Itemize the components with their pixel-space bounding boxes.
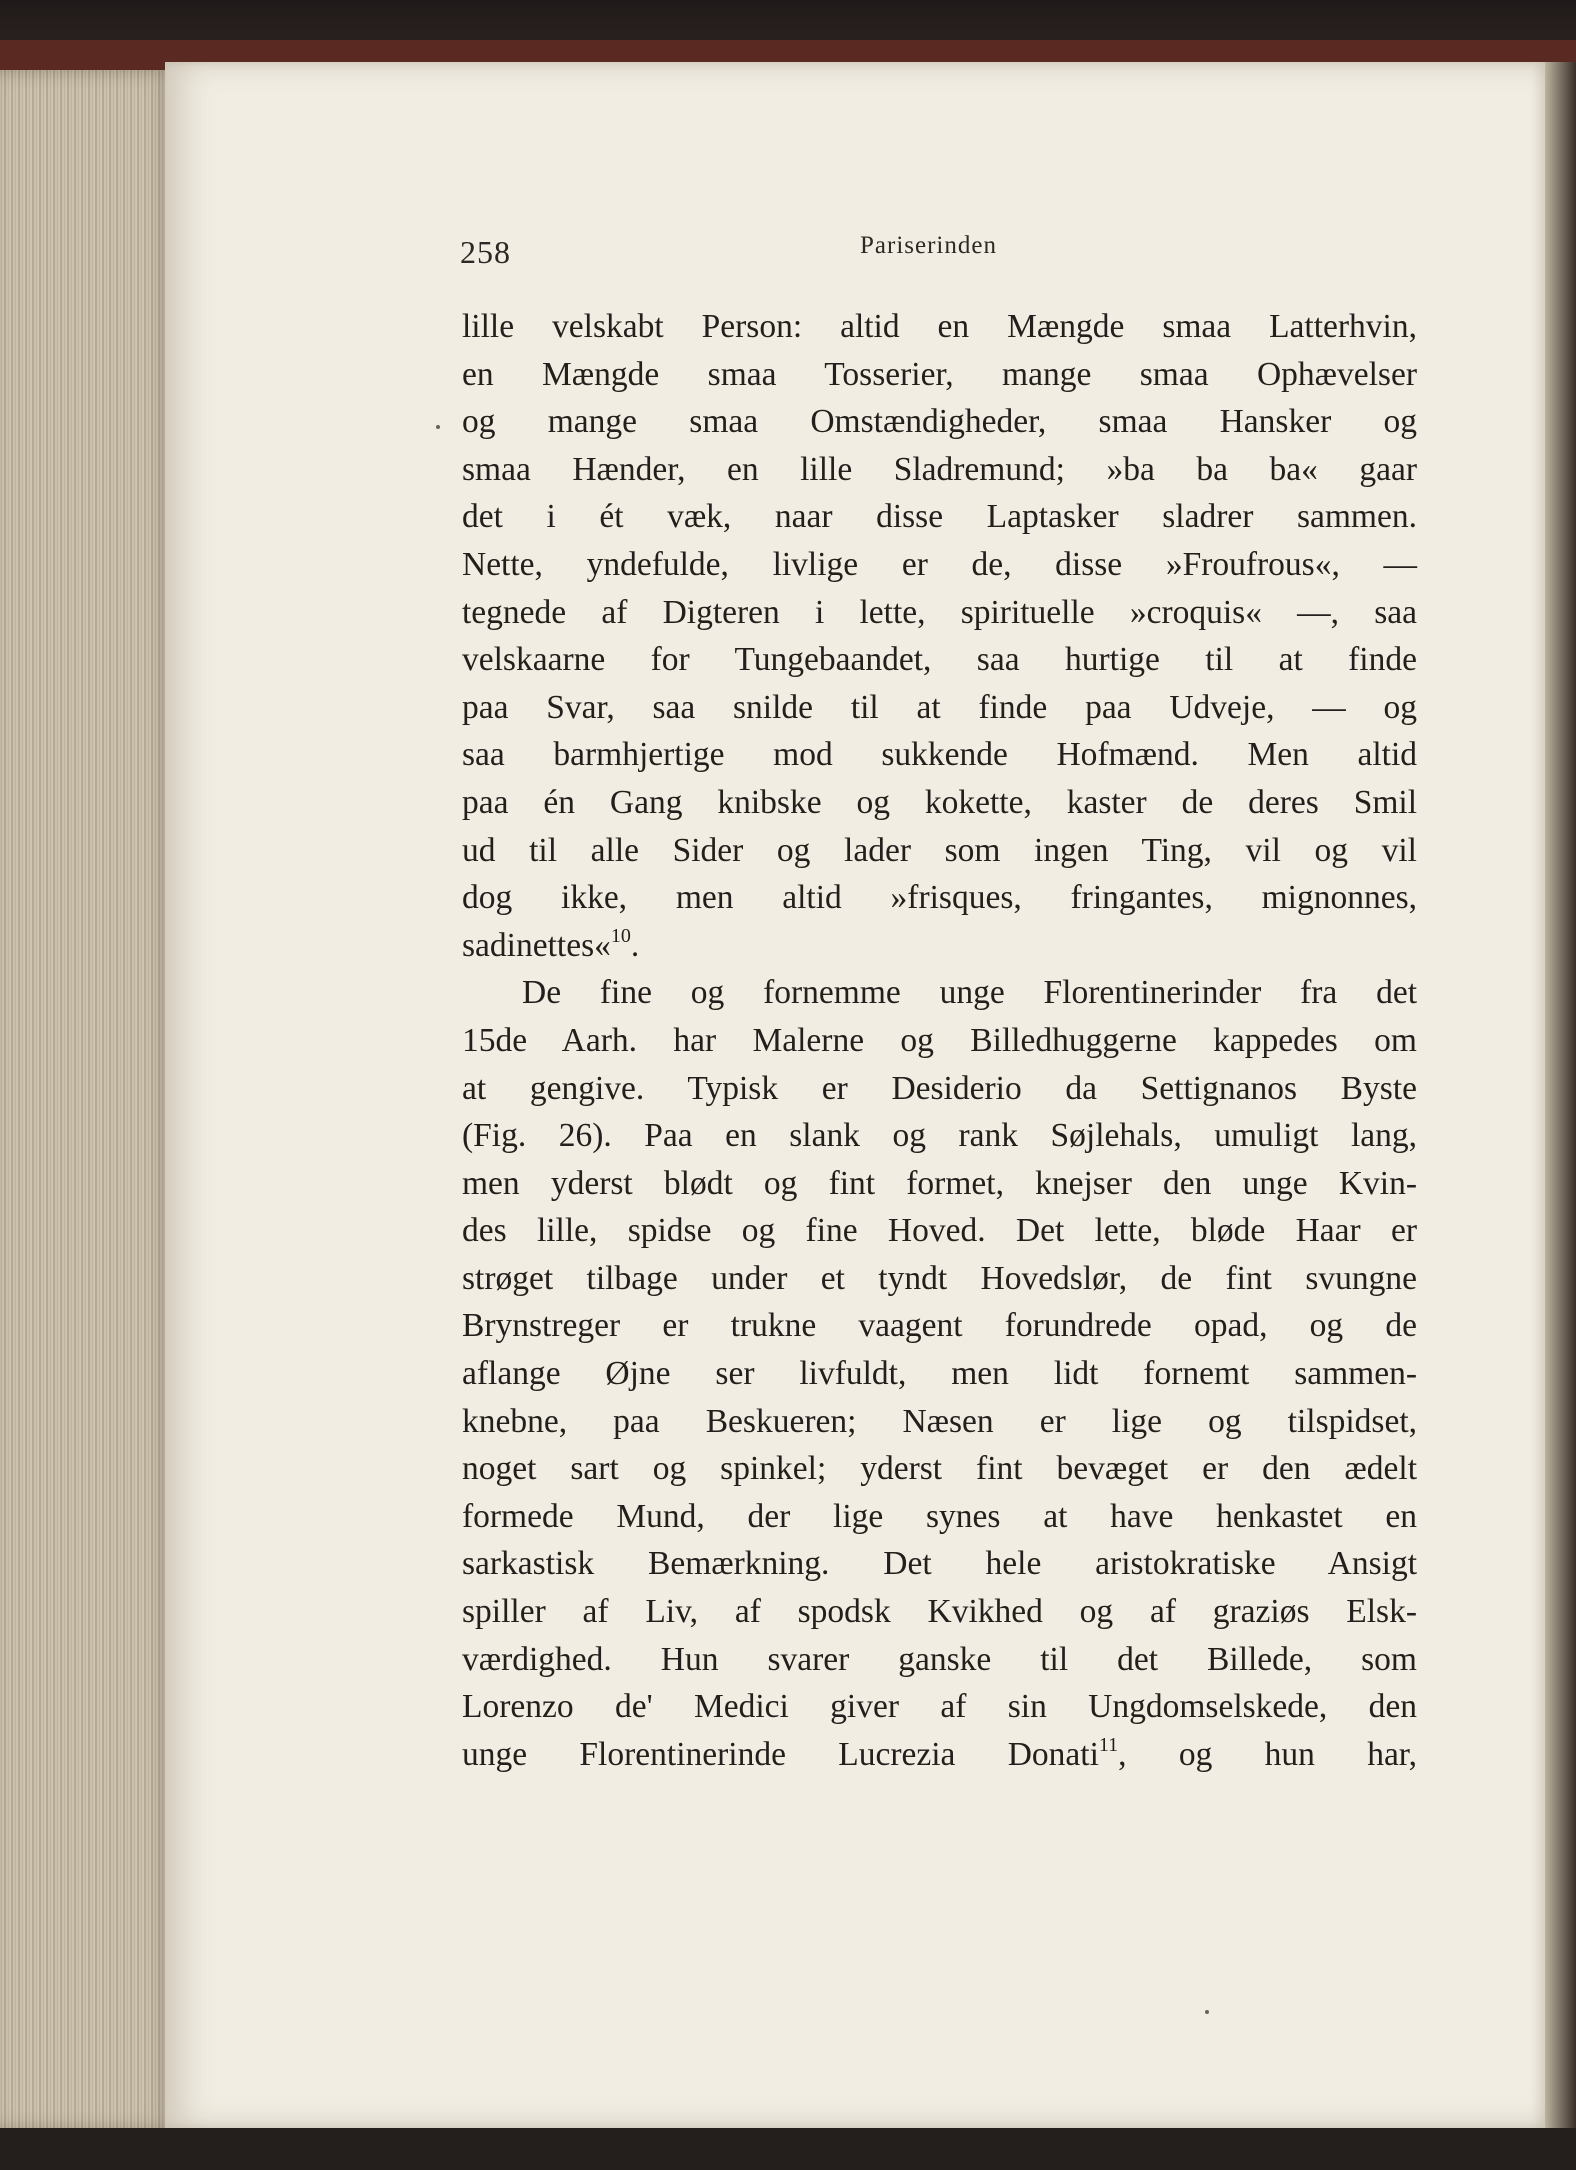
text-line-last xyxy=(462,922,1417,970)
print-speck xyxy=(436,425,440,429)
text-line: noget sart og spinkel; yderst fint bevæget er den ædelt xyxy=(462,1450,1417,1488)
text-fragment: . xyxy=(630,926,640,964)
text-line: velskaarne for Tungebaandet, saa hurtige til at finde xyxy=(462,641,1417,679)
text-line: strøget tilbage under et tyndt Hovedslør, de fint svungne xyxy=(462,1259,1417,1297)
text-line: en Mængde smaa Tosserier, mange smaa Ophævelser xyxy=(462,355,1417,393)
text-fragment: sadinettes« xyxy=(462,926,611,964)
text-fragment: unge Florentinerinde Lucrezia Donati xyxy=(462,1735,1099,1773)
page-number: 258 xyxy=(460,234,511,270)
print-speck xyxy=(1205,2010,1209,2014)
text-line: værdighed. Hun svarer ganske til det Billede, som xyxy=(462,1640,1417,1678)
text-line: at gengive. Typisk er Desiderio da Settignanos Byste xyxy=(462,1069,1417,1107)
footnote-ref: 10 xyxy=(610,924,631,947)
text-line: paa én Gang knibske og kokette, kaster de deres Smil xyxy=(462,783,1417,821)
text-line: lille velskabt Person: altid en Mængde smaa Latterhvin, xyxy=(462,308,1417,345)
text-line: De fine og fornemme unge Florentinerinder fra det xyxy=(522,974,1417,1012)
text-line: spiller af Liv, af spodsk Kvikhed og af graziøs Elsk- xyxy=(462,1593,1417,1631)
footnote-ref: 11 xyxy=(1098,1733,1119,1756)
text-line: Lorenzo de' Medici giver af sin Ungdomselskede, den xyxy=(462,1688,1417,1726)
scan-border-bottom xyxy=(0,2128,1576,2170)
text-line: smaa Hænder, en lille Sladremund; »ba ba ba« gaar xyxy=(462,450,1417,488)
text-line: tegnede af Digteren i lette, spirituelle »croquis« —, saa xyxy=(462,593,1417,631)
text-line: saa barmhjertige mod sukkende Hofmænd. Men altid xyxy=(462,736,1417,774)
text-line: det i ét væk, naar disse Laptasker sladrer sammen. xyxy=(462,498,1417,536)
running-head xyxy=(460,228,1480,278)
text-line: sarkastisk Bemærkning. Det hele aristokratiske Ansigt xyxy=(462,1545,1417,1583)
text-line: dog ikke, men altid »frisques, fringantes, mignonnes, xyxy=(462,879,1417,917)
text-line: Nette, yndefulde, livlige er de, disse »Froufrous«, — xyxy=(462,545,1417,583)
text-line: Brynstreger er trukne vaagent forundrede opad, og de xyxy=(462,1307,1417,1345)
running-title: Pariserinden xyxy=(860,232,997,259)
text-line: knebne, paa Beskueren; Næsen er lige og tilspidset, xyxy=(462,1402,1417,1440)
page-gutter-right xyxy=(1545,62,1576,2128)
text-line xyxy=(462,1731,1417,1779)
text-fragment: , og hun har, xyxy=(1118,1735,1417,1773)
text-line: 15de Aarh. har Malerne og Billedhuggerne kappedes om xyxy=(462,1021,1417,1059)
text-line: des lille, spidse og fine Hoved. Det lette, bløde Haar er xyxy=(462,1212,1417,1250)
text-line: aflange Øjne ser livfuldt, men lidt fornemt sammen- xyxy=(462,1355,1417,1393)
text-line: (Fig. 26). Paa en slank og rank Søjlehals, umuligt lang, xyxy=(462,1117,1417,1155)
text-line: formede Mund, der lige synes at have henkastet en xyxy=(462,1497,1417,1535)
text-line: paa Svar, saa snilde til at finde paa Udveje, — og xyxy=(462,688,1417,726)
text-line: ud til alle Sider og lader som ingen Ting, vil og vil xyxy=(462,831,1417,869)
text-line: men yderst blødt og fint formet, knejser den unge Kvin- xyxy=(462,1164,1417,1202)
text-line: og mange smaa Omstændigheder, smaa Hansker og xyxy=(462,403,1417,441)
page-edges xyxy=(0,70,175,2130)
body-text xyxy=(462,303,1417,1778)
